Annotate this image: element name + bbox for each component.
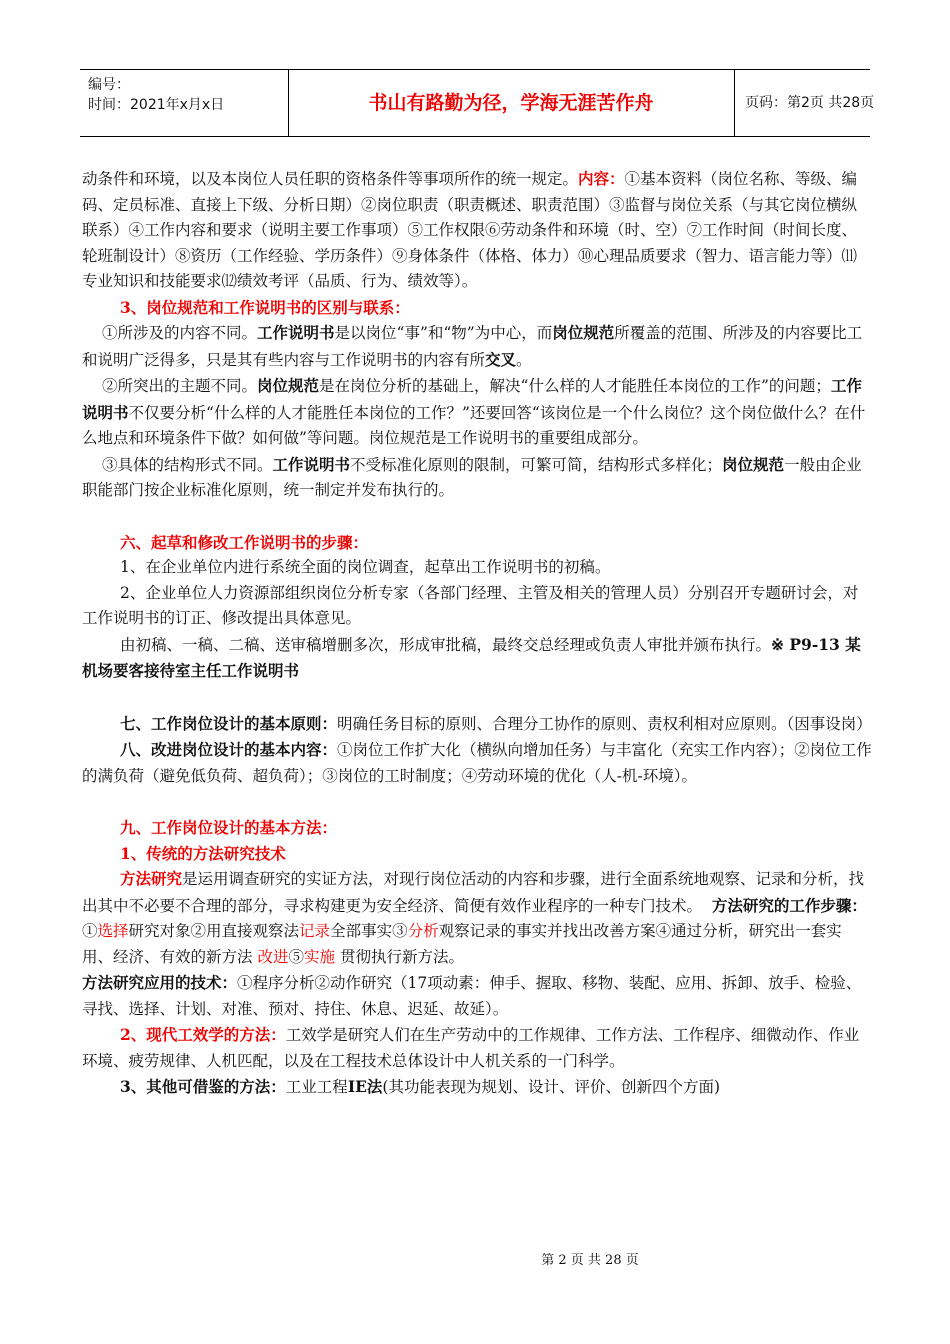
method-research: 方法研究是运用调查研究的实证方法，对现行岗位活动的内容和步骤，进行全面系统地观察、记录和分析，找出其中不必要不合理的部分，寻求构建更为安全经济、简便有效作业程序的一种专门技术。 方法研究的工作步骤：①选择研究对象②用直接观察法记录全部事实③分析观察记录的事实并找出改善方案④通过分析，研究出一套实用、经济、有效的新方法 改进⑤实施 贯彻执行新方法。 <box>82 869 867 966</box>
section-3-title: 3、岗位规范和工作说明书的区别与联系： <box>120 297 410 317</box>
difference-3: ③具体的结构形式不同。工作说明书不受标准化原则的限制，可繁可简，结构形式多样化；岗位规范一般由企业职能部门按企业标准化原则，统一制定并发布执行的。 <box>82 454 862 499</box>
section-6-title: 六、起草和修改工作说明书的步骤： <box>120 532 369 552</box>
step-2: 2、企业单位人力资源部组织岗位分析专家（各部门经理、主管及相关的管理人员）分别召开专题研讨会，对工作说明书的订正、修改提出具体意见。 <box>82 583 859 627</box>
section-9-2: 2、现代工效学的方法：工效学是研究人们在生产劳动中的工作规律、工作方法、工作程序、细微动作、作业环境、疲劳规律、人机匹配，以及在工程技术总体设计中人机关系的一门科学。 <box>82 1025 860 1070</box>
section-7: 七、工作岗位设计的基本原则：明确任务目标的原则、合理分工协作的原则、责权利相对应原则。（因事设岗） <box>120 713 872 733</box>
section-9-title: 九、工作岗位设计的基本方法： <box>120 818 338 837</box>
section-9-1-title: 1、传统的方法研究技术 <box>120 843 286 863</box>
header-page-info: 页码：第2页 共28页 <box>745 95 875 111</box>
page-header <box>80 69 875 137</box>
header-meta <box>80 70 289 136</box>
page-footer: 第 2 页 共 28 页 <box>541 1253 639 1268</box>
step-3: 由初稿、一稿、二稿、送审稿增删多次，形成审批稿，最终交总经理或负责人审批并颁布执行。※ P9-13 某机场要客接待室主任工作说明书 <box>82 634 861 680</box>
number-label: 编号： <box>88 77 130 93</box>
section-9-3: 3、其他可借鉴的方法：工业工程IE法(其功能表现为规划、设计、评价、创新四个方面) <box>120 1077 720 1096</box>
method-research-techniques: 方法研究应用的技术：①程序分析②动作研究（17项动素：伸手、握取、移物、装配、应用、拆卸、放手、检验、寻找、选择、计划、对准、预对、持住、休息、迟延、故延）。 <box>82 973 862 1018</box>
time-label: 时间：2021年x月x日 <box>88 97 225 113</box>
paragraph-definition: 动条件和环境，以及本岗位人员任职的资格条件等事项所作的统一规定。内容：①基本资料（岗位名称、等级、编码、定员标准、直接上下级、分析日期）②岗位职责（职责概述、职责范围）③监督与岗位关系（与其它岗位横纵联系）④工作内容和要求（说明主要工作事项）⑤工作权限⑥劳动条件和环境（时、空）⑦工作时间（时间长度、轮班制设计）⑧资历（工作经验、学历条件）⑨身体条件（体格、体力）⑩心理品质要求（智力、语言能力等）⑾专业知识和技能要求⑿绩效考评（品质、行为、绩效等）。 <box>82 169 858 290</box>
step-1: 1、在企业单位内进行系统全面的岗位调查，起草出工作说明书的初稿。 <box>120 558 611 576</box>
difference-2: ②所突出的主题不同。岗位规范是在岗位分析的基础上，解决“什么样的人才能胜任本岗位的工作”的问题；工作说明书不仅要分析“什么样的人才能胜任本岗位的工作？”还要回答“该岗位是一个什么岗位？这个岗位做什么？在什么地点和环境条件下做？如何做”等问题。岗位规范是工作说明书的重要组成部分。 <box>82 376 866 447</box>
difference-1: ①所涉及的内容不同。工作说明书是以岗位“事”和“物”为中心，而岗位规范所覆盖的范围、所涉及的内容要比工和说明广泛得多，只是其有些内容与工作说明书的内容有所交叉。 <box>82 323 863 369</box>
section-8: 八、改进岗位设计的基本内容：①岗位工作扩大化（横纵向增加任务）与丰富化（充实工作内容）；②岗位工作的满负荷（避免低负荷、超负荷）；③岗位的工时制度；④劳动环境的优化（人-机-环境）。 <box>82 740 872 785</box>
content-label: 内容： <box>578 169 625 188</box>
document-body <box>82 166 872 1101</box>
header-motto: 书山有路勤为径，学海无涯苦作舟 <box>288 70 735 136</box>
